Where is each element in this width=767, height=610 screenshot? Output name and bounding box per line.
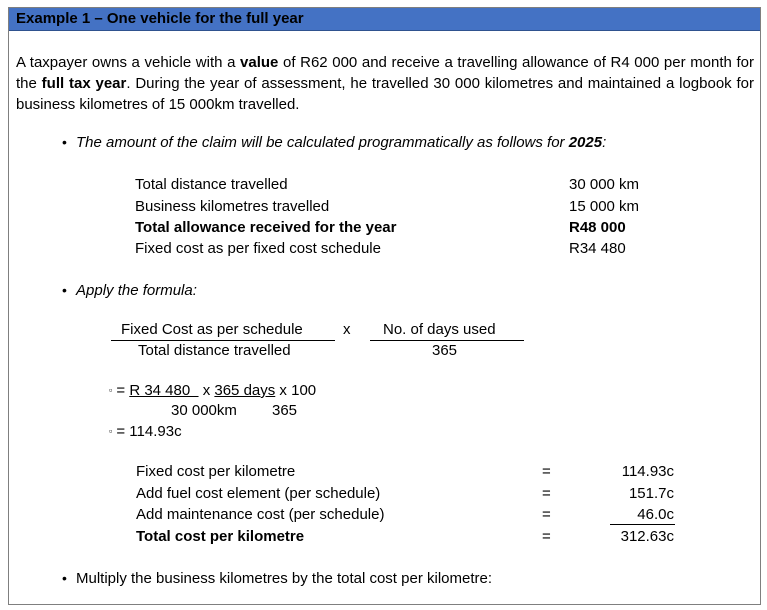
- formula-denominator-1: Total distance travelled: [138, 342, 291, 359]
- example-title: Example 1 – One vehicle for the full year: [16, 10, 304, 27]
- calc-eq1-days: 365 days: [214, 382, 276, 399]
- formula-numerator-1: Fixed Cost as per schedule: [121, 321, 303, 338]
- calc-line-1: [109, 382, 316, 399]
- calc-eq1-times: x: [198, 382, 215, 399]
- summary-label-business-km: Business kilometres travelled: [135, 198, 330, 215]
- example-box: [8, 7, 761, 605]
- intro-bold-full-tax-year: full tax year: [41, 75, 127, 92]
- cost-eq-total: =: [542, 528, 551, 545]
- bullet-3-text: Multiply the business kilometres by the total cost per kilometre:: [76, 570, 493, 587]
- cost-eq-fuel: =: [542, 485, 551, 502]
- calc-eq1-amount: R 34 480: [129, 382, 199, 399]
- summary-value-fixed-cost: R34 480: [569, 240, 626, 257]
- cost-value-fuel: 151.7c: [628, 485, 674, 502]
- intro-paragraph: [16, 52, 754, 115]
- cost-label-fuel: Add fuel cost element (per schedule): [136, 485, 381, 502]
- square-bullet-icon: ▫: [109, 426, 113, 436]
- formula-fraction-line-1: [111, 340, 335, 341]
- bullet-1-year: 2025: [568, 134, 603, 151]
- formula-denominator-2: 365: [432, 342, 458, 359]
- intro-text-2: of R62 000 and receive a travelling allowance of R4 000 per month for the: [16, 54, 754, 92]
- bullet-1-text: [76, 134, 606, 151]
- bullet-1-colon: :: [602, 134, 607, 151]
- cost-eq-fixed: =: [542, 463, 551, 480]
- bullet-1-sentence: The amount of the claim will be calculated programmatically as follows for: [76, 134, 569, 151]
- cost-eq-maintenance: =: [542, 506, 551, 523]
- summary-label-fixed-cost: Fixed cost as per fixed cost schedule: [135, 240, 381, 257]
- calc-eq1-multiplier: x 100: [275, 382, 317, 399]
- summary-value-business-km: 15 000 km: [569, 198, 640, 215]
- bullet-icon: •: [62, 570, 67, 586]
- calc-result: = 114.93c: [116, 423, 182, 440]
- formula-numerator-2: No. of days used: [383, 321, 496, 338]
- formula-times: x: [343, 321, 351, 338]
- intro-text-3: . During the year of assessment, he travelled 30 000 kilometres and maintained a logbook for business kilometres of 15 000km travelled.: [16, 75, 754, 113]
- summary-value-distance: 30 000 km: [569, 176, 640, 193]
- calc-eq1-denominator-days: 365: [272, 402, 298, 419]
- cost-value-total: 312.63c: [620, 528, 674, 545]
- summary-label-allowance: Total allowance received for the year: [135, 219, 397, 236]
- intro-bold-value: value: [240, 54, 279, 71]
- bullet-icon: •: [62, 282, 67, 298]
- formula-fraction-line-2: [370, 340, 524, 341]
- cost-label-fixed: Fixed cost per kilometre: [136, 463, 296, 480]
- cost-label-total: Total cost per kilometre: [136, 528, 305, 545]
- cost-value-fixed: 114.93c: [621, 463, 674, 480]
- calc-eq1-prefix: =: [116, 382, 130, 399]
- square-bullet-icon: ▫: [109, 385, 113, 395]
- summary-label-distance: Total distance travelled: [135, 176, 288, 193]
- calc-eq1-denominator-km: 30 000km: [171, 402, 237, 419]
- cost-label-maintenance: Add maintenance cost (per schedule): [136, 506, 385, 523]
- cost-value-maintenance: 46.0c: [637, 506, 674, 523]
- bullet-2-text: Apply the formula:: [76, 282, 197, 299]
- example-header: [9, 8, 760, 31]
- cost-subtotal-line: [610, 524, 675, 525]
- bullet-icon: •: [62, 134, 67, 150]
- calc-line-2: [109, 423, 182, 440]
- intro-text-1: A taxpayer owns a vehicle with a: [16, 54, 241, 71]
- summary-value-allowance: R48 000: [569, 219, 626, 236]
